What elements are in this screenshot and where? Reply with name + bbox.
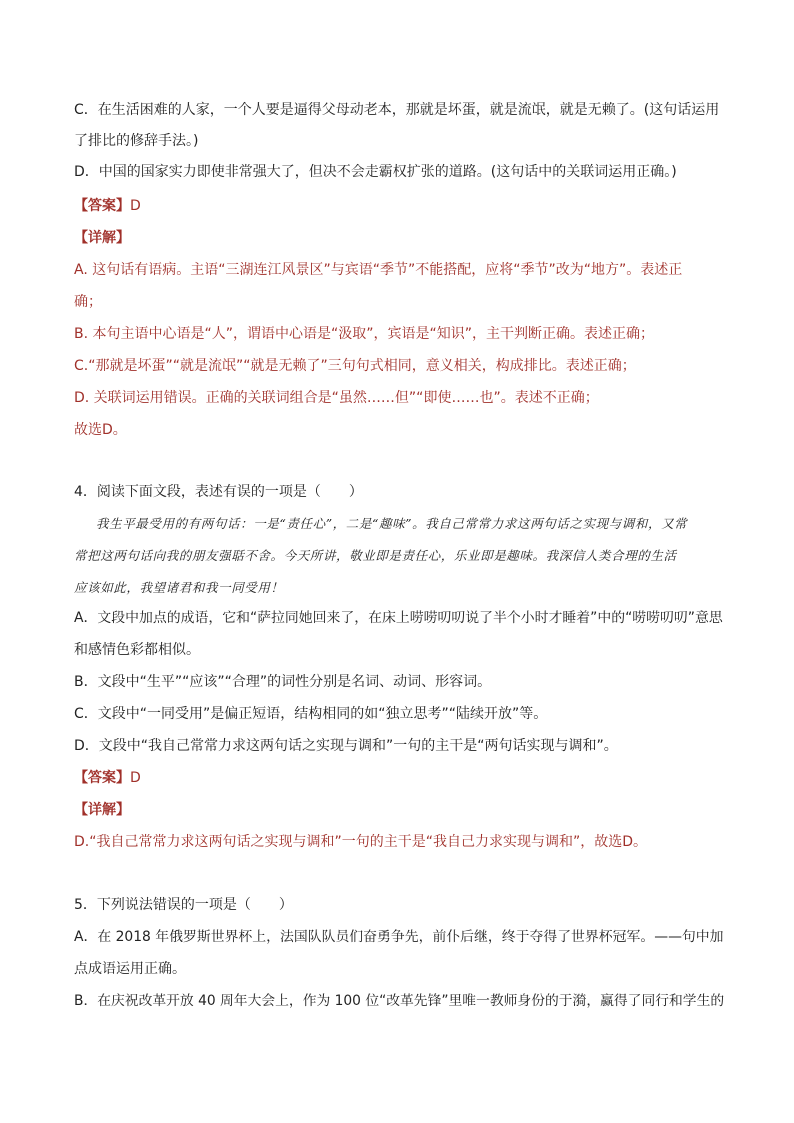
answer-value: D xyxy=(130,770,141,786)
q3-conclusion: 故选D。 xyxy=(74,422,127,438)
q4-option-d: D．文段中“我自己常常力求这两句话之实现与调和”一句的主干是“两句话实现与调和”。 xyxy=(74,738,618,754)
answer-label: 【答案】 xyxy=(74,770,130,786)
q4-option-a-line1: A．文段中加点的成语，它和“萨拉同她回来了，在床上唠唠叨叨说了半个小时才睡着”中的“唠唠叨叨”意思 xyxy=(74,610,723,626)
q5-option-a-line2: 点成语运用正确。 xyxy=(74,961,186,977)
q3-answer xyxy=(74,197,141,216)
answer-value: D xyxy=(130,198,141,214)
q4-option-a-line2: 和感情色彩都相似。 xyxy=(74,642,200,658)
q3-option-c-line1: C．在生活困难的人家，一个人要是逼得父母动老本，那就是坏蛋，就是流氓，就是无赖了。(这句话运用 xyxy=(74,102,720,118)
q3-detail-label: 【详解】 xyxy=(74,230,130,246)
q3-detail-a-line2: 确； xyxy=(74,294,102,310)
q3-option-c-line2: 了排比的修辞手法。) xyxy=(74,133,199,149)
q3-detail-c: C.“那就是坏蛋”“就是流氓”“就是无赖了”三句句式相同，意义相关，构成排比。表述正确； xyxy=(74,358,636,374)
q3-detail-a-line1: A. 这句话有语病。主语“三湖连江风景区”与宾语“季节”不能搭配，应将“季节”改为“地方”。表述正 xyxy=(74,262,683,278)
q3-detail-b: B. 本句主语中心语是“人”，谓语中心语是“汲取”，宾语是“知识”，主干判断正确。表述正确； xyxy=(74,326,655,342)
q5-stem: 5．下列说法错误的一项是（ ） xyxy=(74,897,293,913)
q4-stem: 4．阅读下面文段，表述有误的一项是（ ） xyxy=(74,484,363,500)
q4-detail-d: D.“我自己常常力求这两句话之实现与调和”一句的主干是“我自己力求实现与调和”，故选D。 xyxy=(74,834,648,850)
q3-detail-d: D. 关联词运用错误。正确的关联词组合是“虽然……但”“即使……也”。表述不正确； xyxy=(74,390,599,406)
q5-option-b-line1: B．在庆祝改革开放 40 周年大会上，作为 100 位“改革先锋”里唯一教师身份的于漪，赢得了同行和学生的 xyxy=(74,993,725,1009)
q4-option-b: B．文段中“生平”“应该”“合理”的词性分别是名词、动词、形容词。 xyxy=(74,674,492,690)
answer-label: 【答案】 xyxy=(74,198,130,214)
q4-passage-line3: 应该如此，我望诸君和我一同受用！ xyxy=(74,580,284,595)
q4-passage-line1: 我生平最受用的有两句话：一是“责任心”，二是“趣味”。我自己常常力求这两句话之实现与调和，又常 xyxy=(96,516,688,531)
q4-answer xyxy=(74,769,141,788)
q3-option-d: D．中国的国家实力即使非常强大了，但决不会走霸权扩张的道路。(这句话中的关联词运用正确。) xyxy=(74,164,677,180)
q5-option-a-line1: A．在 2018 年俄罗斯世界杯上，法国队队员们奋勇争先，前仆后继，终于夺得了世界杯冠军。——句中加 xyxy=(74,929,724,945)
q4-option-c: C．文段中“一同受用”是偏正短语，结构相同的如“独立思考”“陆续开放”等。 xyxy=(74,706,548,722)
q4-detail-label: 【详解】 xyxy=(74,802,130,818)
q4-passage-line2: 常把这两句话向我的朋友强聒不舍。今天所讲，敬业即是责任心，乐业即是趣味。我深信人类合理的生活 xyxy=(74,548,677,563)
